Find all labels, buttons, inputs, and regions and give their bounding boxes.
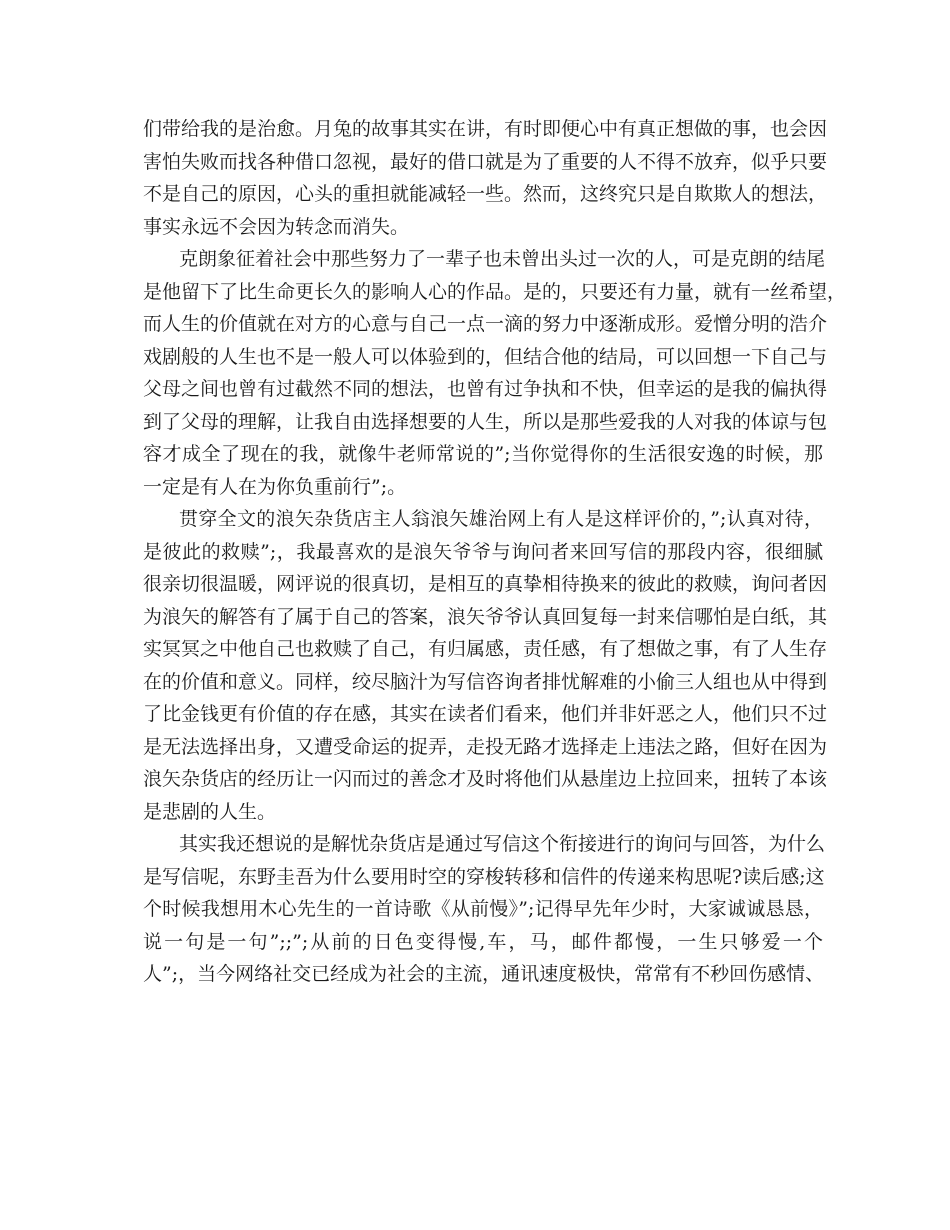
text-line: 是无法选择出身，又遭受命运的捉弄，走投无路才选择走上违法之路，但好在因为 bbox=[143, 735, 828, 758]
text-line: 说一句是一句”;;”;从前的日色变得慢,车，马，邮件都慢，一生只够爱一个 bbox=[143, 930, 823, 953]
text-line: 是悲剧的人生。 bbox=[143, 800, 277, 823]
paragraph bbox=[143, 243, 847, 503]
text-line: 是彼此的救赎”;，我最喜欢的是浪矢爷爷与询问者来回写信的那段内容，很细腻 bbox=[143, 540, 823, 563]
text-line: 们带给我的是治愈。月兔的故事其实在讲，有时即便心中有真正想做的事，也会因 bbox=[143, 118, 828, 140]
text-line: 克朗象征着社会中那些努力了一辈子也未曾出头过一次的人，可是克朗的结尾 bbox=[179, 248, 826, 270]
text-line: 不是自己的原因，心头的重担就能减轻一些。然而，这终究只是自欺欺人的想法， bbox=[143, 183, 828, 205]
text-line: 人”;，当今网络社交已经成为社会的主流，通讯速度极快，常常有不秒回伤感情、 bbox=[143, 963, 825, 985]
text-line: 一定是有人在为你负重前行”;。 bbox=[143, 475, 407, 498]
text-line: 浪矢杂货店的经历让一闪而过的善念才及时将他们从悬崖边上拉回来，扭转了本该 bbox=[143, 768, 828, 790]
text-line: 父母之间也曾有过截然不同的想法，也曾有过争执和不快，但幸运的是我的偏执得 bbox=[143, 378, 828, 400]
text-line: 是他留下了比生命更长久的影响人心的作品。是的，只要还有力量，就有一丝希望， bbox=[143, 280, 847, 303]
text-line: 其实我还想说的是解忧杂货店是通过写信这个衔接进行的询问与回答，为什么 bbox=[179, 833, 826, 855]
text-line: 实冥冥之中他自己也救赎了自己，有归属感，责任感，有了想做之事，有了人生存 bbox=[143, 638, 828, 660]
text-line: 而人生的价值就在对方的心意与自己一点一滴的努力中逐渐成形。爱憎分明的浩介 bbox=[143, 313, 828, 335]
document-body bbox=[143, 113, 847, 991]
text-line: 害怕失败而找各种借口忽视，最好的借口就是为了重要的人不得不放弃，似乎只要 bbox=[143, 150, 828, 173]
text-line: 戏剧般的人生也不是一般人可以体验到的，但结合他的结局，可以回想一下自己与 bbox=[143, 345, 828, 368]
text-line: 到了父母的理解，让我自由选择想要的人生，所以是那些爱我的人对我的体谅与包 bbox=[143, 410, 828, 433]
text-line: 是写信呢，东野圭吾为什么要用时空的穿梭转移和信件的传递来构思呢?读后感;这 bbox=[143, 865, 825, 888]
paragraph bbox=[143, 828, 826, 991]
text-line: 容才成全了现在的我，就像牛老师常说的”;当你觉得你的生活很安逸的时候，那 bbox=[143, 443, 823, 465]
text-line: 很亲切很温暖，网评说的很真切，是相互的真挚相待换来的彼此的救赎，询问者因 bbox=[143, 573, 828, 595]
text-line: 在的价值和意义。同样，绞尽脑汁为写信咨询者排忧解难的小偷三人组也从中得到 bbox=[143, 670, 828, 693]
text-line: 了比金钱更有价值的存在感，其实在读者们看来，他们并非奸恶之人，他们只不过 bbox=[143, 703, 828, 725]
paragraph bbox=[143, 503, 828, 828]
text-line: 为浪矢的解答有了属于自己的答案，浪矢爷爷认真回复每一封来信哪怕是白纸，其 bbox=[143, 605, 828, 628]
text-line: 事实永远不会因为转念而消失。 bbox=[143, 215, 410, 238]
paragraph bbox=[143, 113, 828, 243]
text-line: 个时候我想用木心先生的一首诗歌《从前慢》”;记得早先年少时，大家诚诚恳恳， bbox=[143, 898, 823, 920]
text-line: 贯穿全文的浪矢杂货店主人翁浪矢雄治网上有人是这样评价的，”;认真对待， bbox=[179, 508, 823, 530]
